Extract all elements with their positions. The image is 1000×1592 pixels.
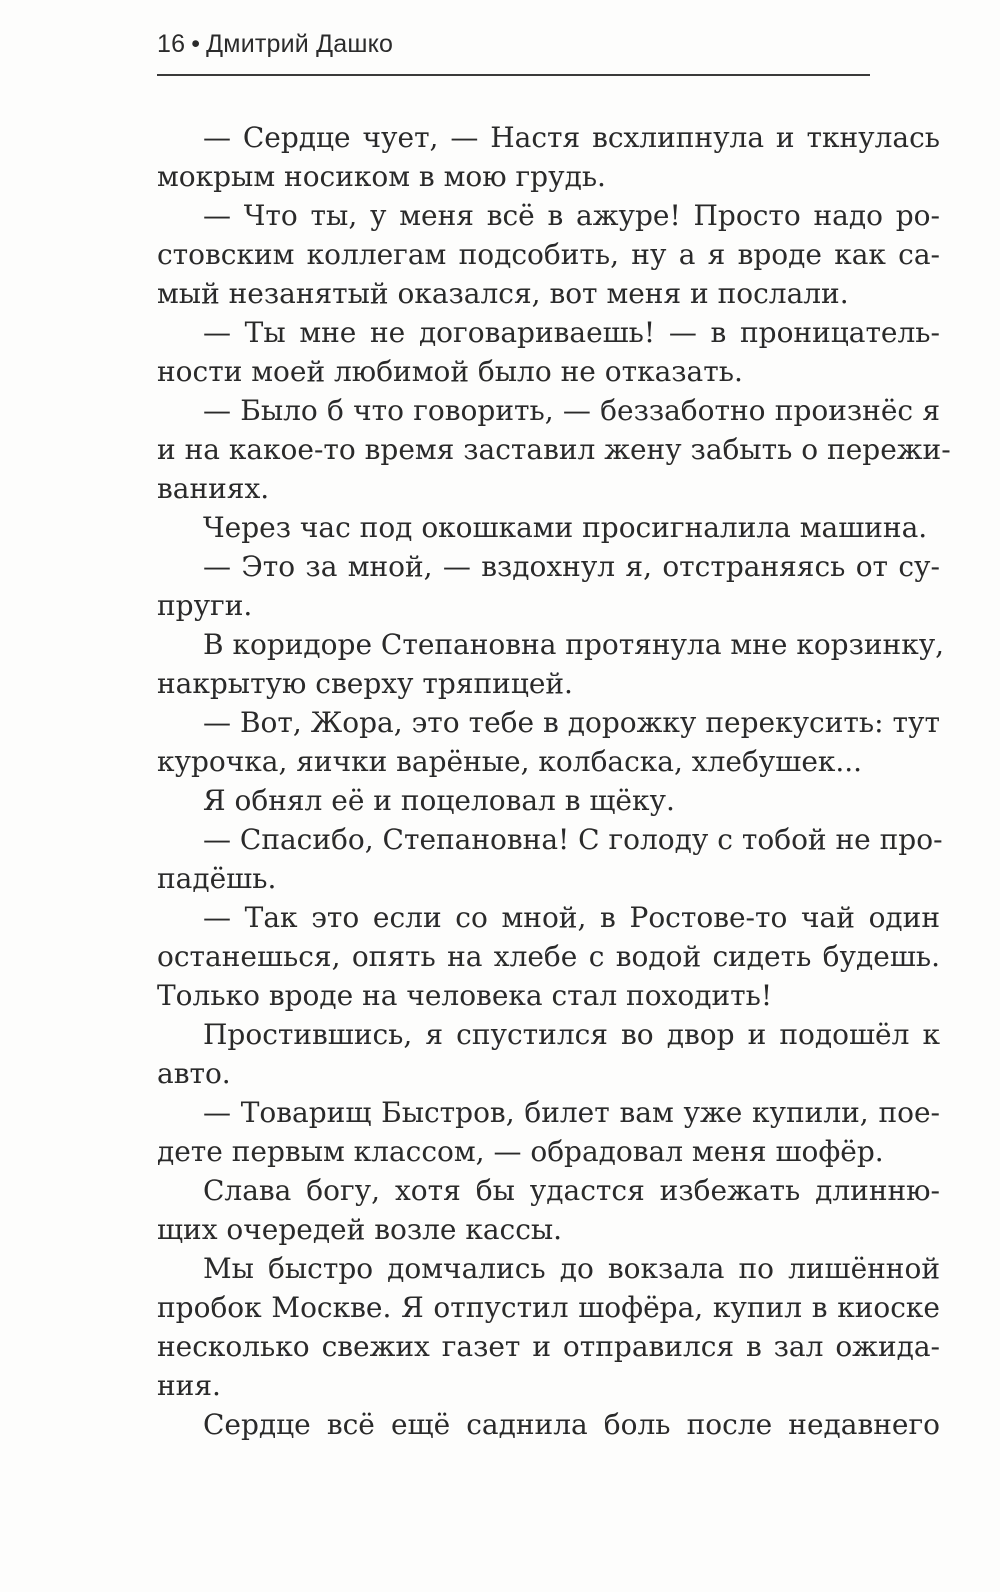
text-line: — Спасибо, Степановна! С голоду с тобой не про-: [203, 823, 943, 856]
text-line: — Было б что говорить, — беззаботно произнёс я: [203, 394, 940, 427]
body-text: [157, 118, 951, 1444]
text-line: курочка, яички варёные, колбаска, хлебушек...: [157, 745, 863, 778]
text-line: ности моей любимой было не отказать.: [157, 355, 743, 388]
text-line: — Сердце чует, — Настя всхлипнула и ткнулась: [203, 121, 940, 154]
text-line: Через час под окошками просигналила машина.: [203, 511, 928, 544]
text-line: Я обнял её и поцеловал в щёку.: [203, 784, 675, 817]
running-head: [157, 30, 393, 59]
text-line: авто.: [157, 1057, 231, 1090]
text-line: В коридоре Степановна протянула мне корзинку,: [203, 628, 945, 661]
text-line: Сердце всё ещё саднила боль после недавнего: [203, 1408, 940, 1441]
text-line: дете первым классом, — обрадовал меня шофёр.: [157, 1135, 884, 1168]
header-rule: [157, 74, 870, 76]
text-line: — Ты мне не договариваешь! — в проницатель-: [203, 316, 940, 349]
text-line: — Вот, Жора, это тебе в дорожку перекусить: тут: [203, 706, 940, 739]
text-line: пруги.: [157, 589, 253, 622]
text-line: пробок Москве. Я отпустил шофёра, купил в киоске: [157, 1291, 940, 1324]
text-line: и на какое-то время заставил жену забыть о пережи-: [157, 433, 951, 466]
text-line: мокрым носиком в мою грудь.: [157, 160, 606, 193]
text-line: Слава богу, хотя бы удастся избежать длинню-: [203, 1174, 940, 1207]
header-separator: •: [191, 30, 201, 58]
text-line: Только вроде на человека стал походить!: [157, 979, 773, 1012]
text-line: несколько свежих газет и отправился в зал ожида-: [157, 1330, 940, 1363]
text-line: ваниях.: [157, 472, 270, 505]
page-number: 16: [157, 30, 186, 58]
text-line: стовским коллегам подсобить, ну а я вроде как са-: [157, 238, 940, 271]
text-line: ния.: [157, 1369, 221, 1402]
text-line: — Так это если со мной, в Ростове-то чай один: [203, 901, 940, 934]
text-line: — Товарищ Быстров, билет вам уже купили, пое-: [203, 1096, 940, 1129]
text-line: падёшь.: [157, 862, 277, 895]
text-line: мый незанятый оказался, вот меня и послали.: [157, 277, 849, 310]
text-line: щих очередей возле кассы.: [157, 1213, 563, 1246]
text-line: Мы быстро домчались до вокзала по лишённой: [203, 1252, 940, 1285]
text-line: останешься, опять на хлебе с водой сидеть будешь.: [157, 940, 940, 973]
text-line: — Что ты, у меня всё в ажуре! Просто надо ро-: [203, 199, 940, 232]
text-line: накрытую сверху тряпицей.: [157, 667, 573, 700]
text-line: Простившись, я спустился во двор и подошёл к: [203, 1018, 940, 1051]
text-line: — Это за мной, — вздохнул я, отстраняясь от су-: [203, 550, 940, 583]
author-name: Дмитрий Дашко: [206, 30, 394, 58]
